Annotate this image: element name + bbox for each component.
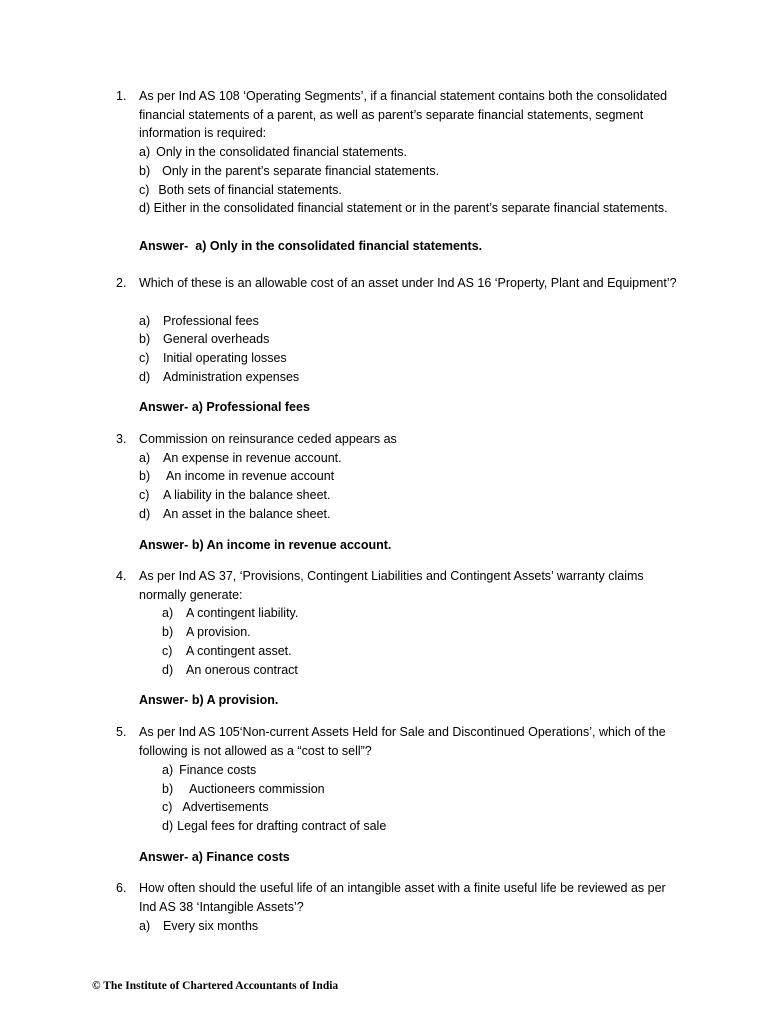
- option-c: c) Both sets of financial statements.: [139, 183, 342, 197]
- option-a: a) Professional fees: [139, 314, 259, 328]
- question-number: 3.: [116, 432, 127, 446]
- question-number: 6.: [116, 881, 127, 895]
- option-a: a) Every six months: [139, 919, 259, 933]
- option-c: c) A contingent asset.: [162, 644, 292, 658]
- answer: Answer- a) Only in the consolidated financial statements.: [139, 239, 483, 253]
- question-text: As per Ind AS 108 ‘Operating Segments’, if a financial statement contains both the consolidated financial statements of a parent, as well as parent’s separate financial statements, segment information is required:: [139, 89, 668, 141]
- option-c: c) Initial operating losses: [139, 351, 287, 365]
- copyright-footer: © The Institute of Chartered Accountants of India: [92, 980, 339, 992]
- option-b: b) General overheads: [139, 332, 270, 346]
- question-text: Which of these is an allowable cost of an asset under Ind AS 16 ‘Property, Plant and Equipment’?: [139, 276, 677, 290]
- question-number: 2.: [116, 276, 127, 290]
- question-number: 4.: [116, 569, 127, 583]
- question-text: How often should the useful life of an intangible asset with a finite useful life be reviewed as per Ind AS 38 ‘Intangible Assets’?: [139, 881, 666, 914]
- option-a: a) A contingent liability.: [162, 606, 299, 620]
- option-b: b) Auctioneers commission: [162, 782, 325, 796]
- answer: Answer- a) Finance costs: [139, 850, 290, 864]
- option-a: a) An expense in revenue account.: [139, 451, 342, 465]
- option-d: d) Legal fees for drafting contract of sale: [162, 819, 387, 833]
- option-d: d) An asset in the balance sheet.: [139, 507, 331, 521]
- option-c: c) Advertisements: [162, 800, 269, 814]
- question-text: As per Ind AS 37, ‘Provisions, Contingent Liabilities and Contingent Assets’ warranty claims normally generate:: [139, 569, 644, 602]
- option-c: c) A liability in the balance sheet.: [139, 488, 331, 502]
- answer: Answer- b) A provision.: [139, 693, 279, 707]
- question-text: As per Ind AS 105‘Non-current Assets Held for Sale and Discontinued Operations’, which of the following is not allowed as a “cost to sell”?: [139, 725, 666, 758]
- option-d: d) Administration expenses: [139, 370, 300, 384]
- answer: Answer- a) Professional fees: [139, 400, 310, 414]
- answer: Answer- b) An income in revenue account.: [139, 538, 392, 552]
- option-a: a) Finance costs: [162, 763, 257, 777]
- option-d: d) Either in the consolidated financial statement or in the parent’s separate financial statements.: [139, 201, 668, 215]
- option-b: b) Only in the parent’s separate financial statements.: [139, 164, 440, 178]
- option-b: b) An income in revenue account: [139, 469, 335, 483]
- option-d: d) An onerous contract: [162, 663, 298, 677]
- option-a: a) Only in the consolidated financial statements.: [139, 145, 407, 159]
- question-number: 1.: [116, 89, 127, 103]
- question-number: 5.: [116, 725, 127, 739]
- option-b: b) A provision.: [162, 625, 251, 639]
- question-text: Commission on reinsurance ceded appears as: [139, 432, 397, 446]
